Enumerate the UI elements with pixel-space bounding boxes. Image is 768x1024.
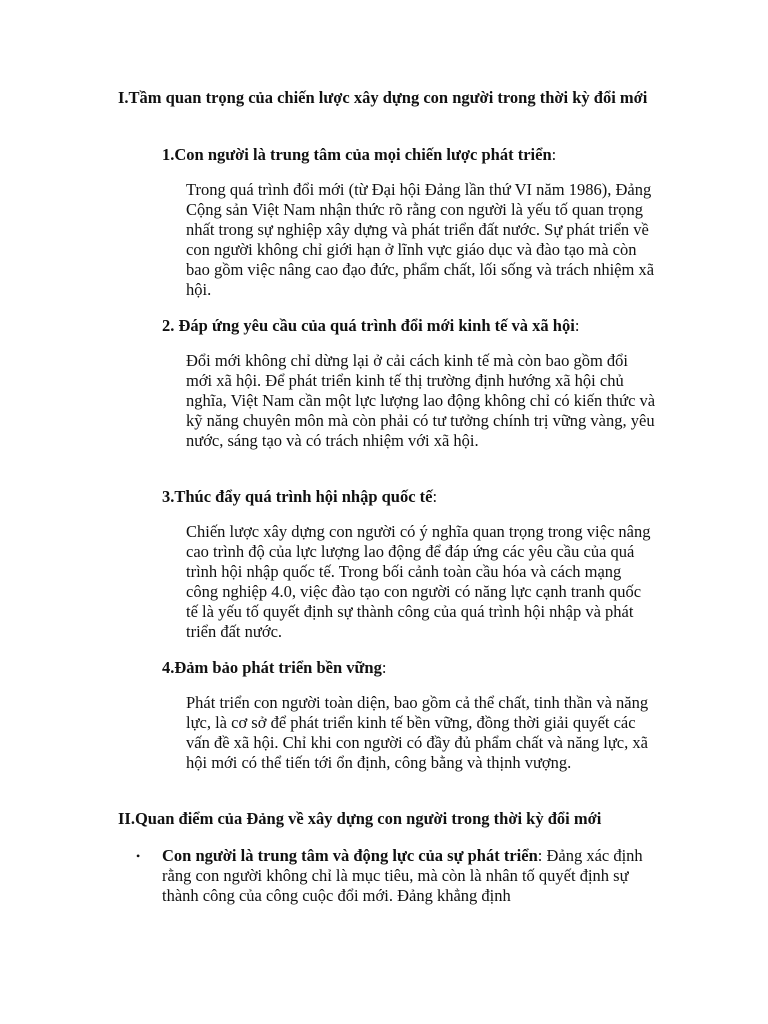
item-4-heading-suffix: : [381, 658, 387, 677]
item-2-body: Đổi mới không chỉ dừng lại ở cải cách kinh tế mà còn bao gồm đổi mới xã hội. Để phát triển kinh tế thị trường định hướng xã hội chủ nghĩa, Việt Nam cần một lực lượng lao động không chỉ có kiến thức và kỹ năng chuyên môn mà còn phải có tư tưởng chính trị vững vàng, yêu nước, sáng tạo và có trách nhiệm với xã hội. [186, 351, 656, 450]
item-2-heading-suffix: : [574, 316, 580, 335]
bullet-bold-text: Con người là trung tâm và động lực của sự phát triển [162, 846, 538, 865]
item-4-heading [162, 658, 662, 678]
item-1-heading-suffix: : [551, 145, 557, 164]
item-2-heading [162, 316, 662, 336]
item-3-heading-suffix: : [432, 487, 438, 506]
item-2-heading-text: 2. Đáp ứng yêu cầu của quá trình đổi mới kinh tế và xã hội [162, 316, 575, 335]
item-1-body: Trong quá trình đổi mới (từ Đại hội Đảng lần thứ VI năm 1986), Đảng Cộng sản Việt Nam nhận thức rõ rằng con người là yếu tố quan trọng nhất trong sự nghiệp xây dựng và phát triển đất nước. Sự phát triển về con người không chỉ giới hạn ở lĩnh vực giáo dục và đào tạo mà còn bao gồm việc nâng cao đạo đức, phẩm chất, lối sống và trách nhiệm xã hội. [186, 180, 655, 299]
item-4-heading-text: 4.Đảm bảo phát triển bền vững [162, 658, 382, 677]
item-3-body: Chiến lược xây dựng con người có ý nghĩa quan trọng trong việc nâng cao trình độ của lực lượng lao động để đáp ứng các yêu cầu của quá trình hội nhập quốc tế. Trong bối cảnh toàn cầu hóa và cách mạng công nghiệp 4.0, việc đào tạo con người có năng lực cạnh tranh quốc tế là yếu tố quyết định sự thành công của quá trình hội nhập và phát triển đất nước. [186, 522, 651, 641]
item-4-body: Phát triển con người toàn diện, bao gồm cả thể chất, tinh thần và năng lực, là cơ sở để phát triển kinh tế bền vững, đồng thời giải quyết các vấn đề xã hội. Chỉ khi con người có đầy đủ phẩm chất và năng lực, xã hội mới có thể tiến tới ổn định, công bằng và thịnh vượng. [186, 693, 649, 772]
item-1-heading [162, 145, 662, 165]
item-3-heading [162, 487, 662, 507]
item-1-heading-text: 1.Con người là trung tâm của mọi chiến lược phát triển [162, 145, 552, 164]
bullet-text [162, 846, 656, 906]
section-2-title: II.Quan điểm của Đảng về xây dựng con người trong thời kỳ đổi mới [118, 809, 602, 828]
item-3-heading-text: 3.Thúc đẩy quá trình hội nhập quốc tế [162, 487, 433, 506]
section-1-title: I.Tầm quan trọng của chiến lược xây dựng con người trong thời kỳ đổi mới [118, 88, 648, 107]
bullet-body-text: : Đảng xác định rằng con người không chỉ là mục tiêu, mà còn là nhân tố quyết định sự thành công của công cuộc đổi mới. Đảng khẳng định [162, 846, 643, 905]
bullet-marker: • [136, 849, 141, 863]
